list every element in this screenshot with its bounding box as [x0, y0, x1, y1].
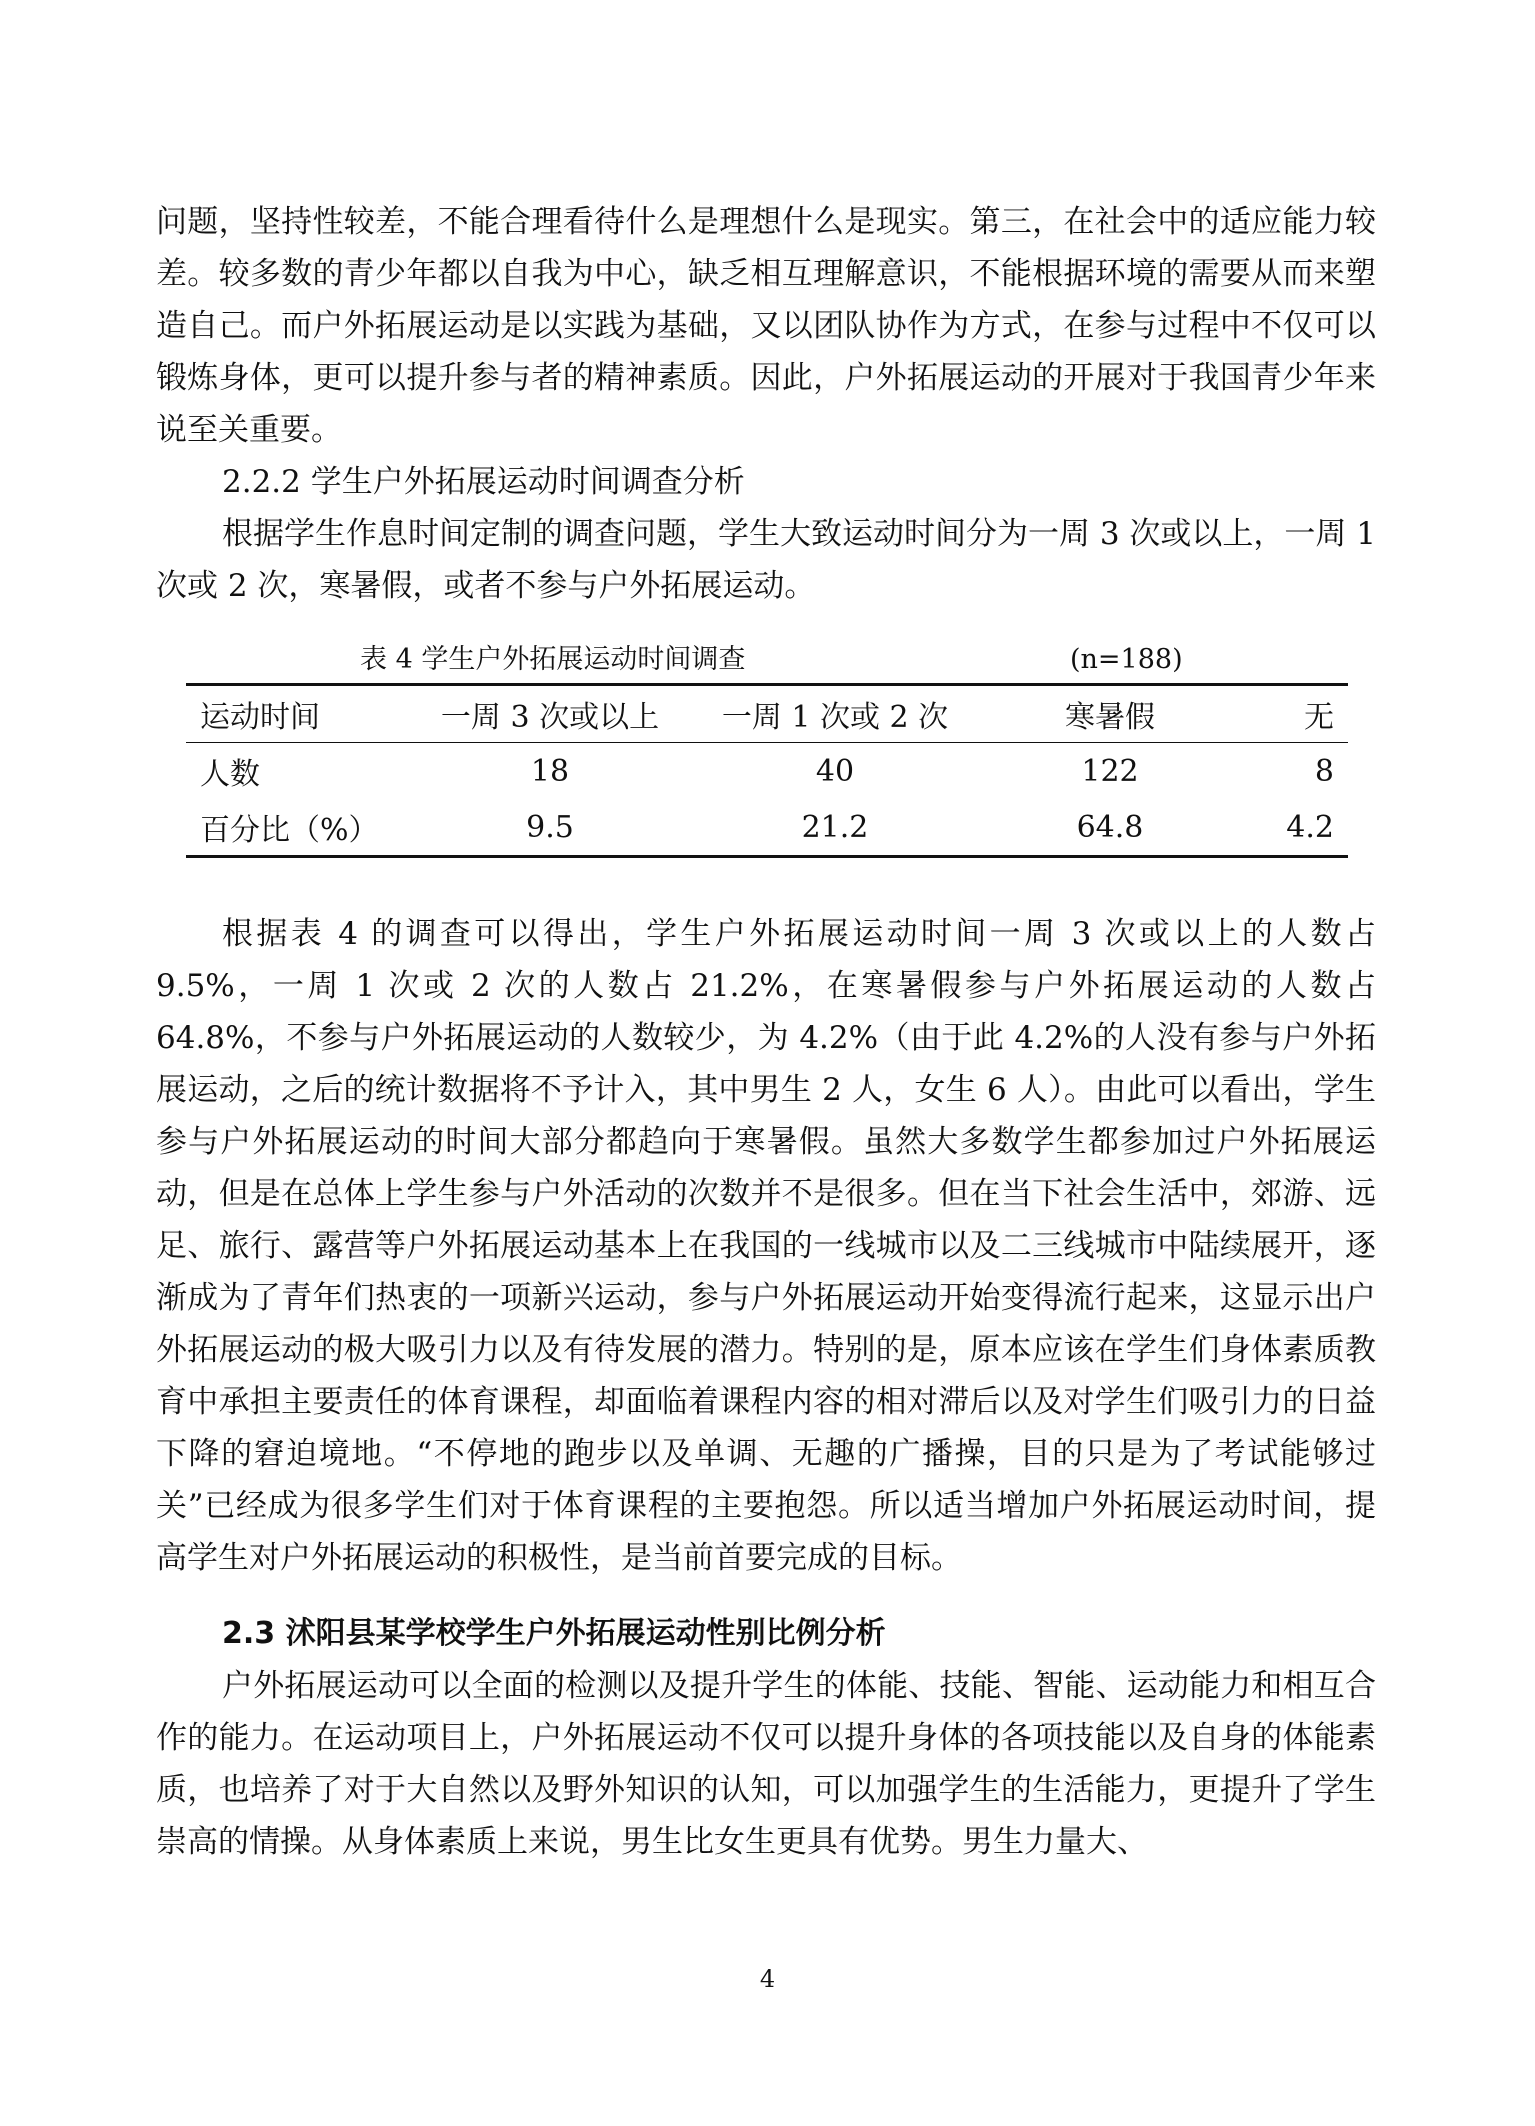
- table-header-cell: 寒暑假: [1065, 700, 1155, 735]
- survey-table: [186, 683, 1348, 858]
- table-row: [186, 743, 1348, 800]
- table-cell: 40: [815, 753, 855, 789]
- table-cell: 64.8: [1076, 809, 1144, 845]
- table-cell: 9.5: [526, 809, 574, 845]
- table-cell: 18: [530, 753, 570, 789]
- paragraph-time-categories: 根据学生作息时间定制的调查问题，学生大致运动时间分为一周 3 次或以上，一周 1 次或 2 次，寒暑假，或者不参与户外拓展运动。: [156, 516, 1377, 604]
- section-heading-2-2-2: 2.2.2 学生户外拓展运动时间调查分析: [222, 464, 745, 500]
- table-cell: 8: [1314, 753, 1334, 789]
- table-header-cell: 一周 3 次或以上: [440, 700, 660, 735]
- table-header-cell: 运动时间: [200, 700, 320, 735]
- table-header-cell: 一周 1 次或 2 次: [721, 700, 949, 735]
- table-row: [186, 799, 1348, 857]
- paragraph-gender-analysis: 户外拓展运动可以全面的检测以及提升学生的体能、技能、智能、运动能力和相互合作的能力。在运动项目上，户外拓展运动不仅可以提升身体的各项技能以及自身的体能素质，也培养了对于大自然以及野外知识的认知，可以加强学生的生活能力，更提升了学生崇高的情操。从身体素质上来说，男生比女生更具有优势。男生力量大、: [156, 1668, 1376, 1860]
- table-header-cell: 无: [1304, 700, 1334, 735]
- table-cell: 21.2: [801, 809, 869, 845]
- paragraph-continuation: 问题，坚持性较差，不能合理看待什么是理想什么是现实。第三，在社会中的适应能力较差。较多数的青少年都以自我为中心，缺乏相互理解意识，不能根据环境的需要从而来塑造自己。而户外拓展运动是以实践为基础，又以团队协作为方式，在参与过程中不仅可以锻炼身体，更可以提升参与者的精神素质。因此，户外拓展运动的开展对于我国青少年来说至关重要。: [156, 204, 1376, 448]
- paragraph-analysis: 根据表 4 的调查可以得出，学生户外拓展运动时间一周 3 次或以上的人数占 9.5%，一周 1 次或 2 次的人数占 21.2%，在寒暑假参与户外拓展运动的人数占 64.8%，不参与户外拓展运动的人数较少，为 4.2%（由于此 4.2%的人没有参与户外拓展运动，之后的统计数据将不予计入，其中男生 2 人，女生 6 人）。由此可以看出，学生参与户外拓展运动的时间大部分都趋向于寒暑假。虽然大多数学生都参加过户外拓展运动，但是在总体上学生参与户外活动的次数并不是很多。但在当下社会生活中，郊游、远足、旅行、露营等户外拓展运动基本上在我国的一线城市以及二三线城市中陆续展开，逐渐成为了青年们热衷的一项新兴运动，参与户外拓展运动开始变得流行起来，这显示出户外拓展运动的极大吸引力以及有待发展的潜力。特别的是，原本应该在学生们身体素质教育中承担主要责任的体育课程，却面临着课程内容的相对滞后以及对学生们吸引力的日益下降的窘迫境地。“不停地的跑步以及单调、无趣的广播操，目的只是为了考试能够过关”已经成为很多学生们对于体育课程的主要抱怨。所以适当增加户外拓展运动时间，提高学生对户外拓展运动的积极性，是当前首要完成的目标。: [156, 916, 1376, 1576]
- table-header-row: [186, 685, 1348, 743]
- table-cell: 百分比（%）: [200, 813, 379, 848]
- table-cell: 人数: [200, 757, 260, 792]
- table-cell: 122: [1081, 753, 1139, 789]
- table-caption: 表 4 学生户外拓展运动时间调查: [360, 644, 746, 675]
- table-sample-size: (n=188): [1070, 644, 1183, 675]
- page-number: 4: [759, 1965, 776, 1993]
- section-heading-2-3: 2.3 沭阳县某学校学生户外拓展运动性别比例分析: [222, 1616, 886, 1651]
- table-cell: 4.2: [1286, 809, 1334, 845]
